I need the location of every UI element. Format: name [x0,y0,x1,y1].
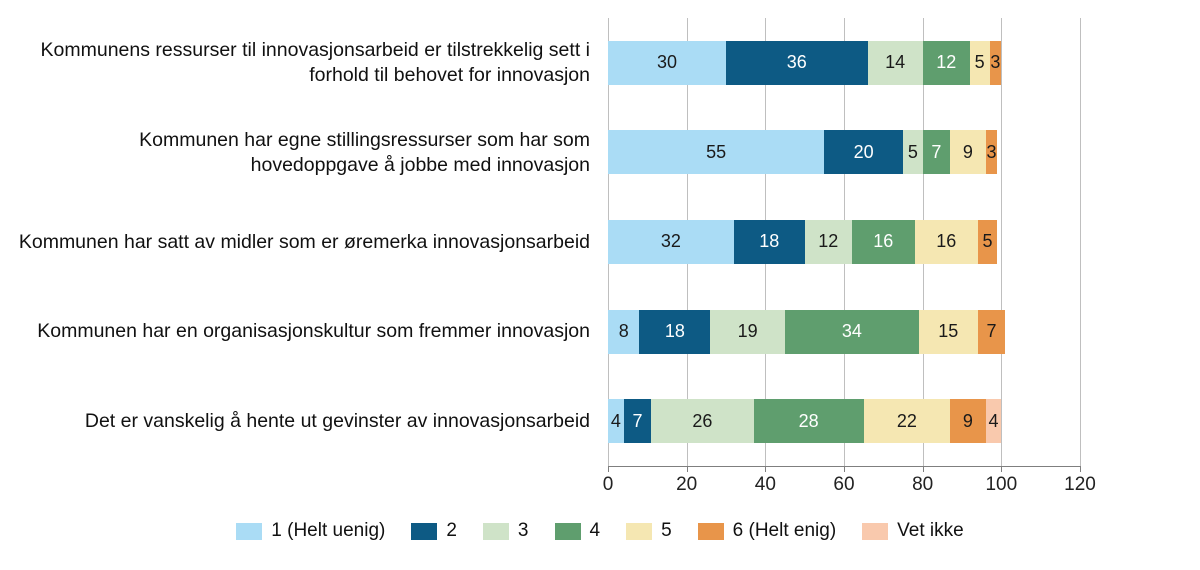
legend-item[interactable] [236,520,385,542]
bar-segment [805,220,852,264]
legend-swatch [483,523,509,540]
bar-segment [639,310,710,354]
bar-value-label: 26 [692,410,713,431]
bar-segment [915,220,978,264]
bar-value-label: 12 [936,52,957,73]
bar-value-label: 5 [974,52,985,73]
bar-segment [785,310,919,354]
bar-value-label: 4 [610,410,621,431]
legend-label: 5 [661,520,672,541]
bar-value-label: 34 [841,321,862,342]
stacked-bar [608,310,1080,354]
bar-value-label: 18 [759,231,780,252]
chart-row [0,108,1200,198]
bar-segment [608,41,726,85]
bar-segment [608,399,624,443]
category-label: Det er vanskelig å hente ut gevinster av innovasjonsarbeid [84,409,590,432]
bar-segment [608,310,639,354]
bar-segment [923,130,951,174]
legend-swatch [411,523,437,540]
legend-item[interactable] [555,520,601,542]
bar-segment [726,41,868,85]
legend-label: Vet ikke [897,520,964,541]
legend-swatch [862,523,888,540]
x-axis-tick [765,466,766,472]
x-axis-tick-label: 40 [754,474,776,495]
bar-value-label: 7 [986,321,997,342]
legend-item[interactable] [862,520,964,542]
stacked-bar [608,220,1080,264]
legend-label: 6 (Helt enig) [732,520,837,541]
legend-label: 2 [446,520,457,541]
stacked-bar [608,41,1080,85]
legend-swatch [555,523,581,540]
bar-segment [903,130,923,174]
bar-segment [986,130,998,174]
legend-label: 4 [589,520,601,541]
bar-segment [978,310,1006,354]
bar-value-label: 22 [896,410,917,431]
legend-swatch [236,523,262,540]
bar-segment [608,220,734,264]
chart-row [0,18,1200,108]
chart-row [0,197,1200,287]
bar-value-label: 5 [982,231,993,252]
x-axis-tick-label: 120 [1064,474,1096,495]
bar-segment [919,310,978,354]
bar-segment [754,399,864,443]
bar-value-label: 20 [853,141,874,162]
bar-value-label: 55 [706,141,727,162]
chart-row [0,287,1200,377]
x-axis-tick-label: 80 [912,474,934,495]
bar-value-label: 30 [656,52,678,73]
x-axis-tick [923,466,924,472]
x-axis-tick [1080,466,1081,472]
bar-segment [990,41,1002,85]
chart-row [0,376,1200,466]
x-axis-tick [1001,466,1002,472]
bar-value-label: 16 [936,231,957,252]
bar-value-label: 3 [990,52,1001,73]
bar-value-label: 4 [988,410,999,431]
bar-segment [624,399,652,443]
bar-value-label: 9 [962,141,973,162]
legend-item[interactable] [626,520,672,542]
bar-segment [950,399,985,443]
category-label: Kommunens ressurser til innovasjonsarbeid er tilstrekkelig sett i forhold til behovet for innovasjon [40,39,590,86]
bar-value-label: 15 [938,321,959,342]
stacked-bar [608,130,1080,174]
bar-value-label: 7 [931,141,942,162]
category-label: Kommunen har satt av midler som er øremerka innovasjonsarbeid [18,230,590,253]
x-axis-tick-label: 20 [676,474,698,495]
bar-segment [710,310,785,354]
bar-segment [734,220,805,264]
bar-value-label: 3 [986,141,997,162]
legend-item[interactable] [411,520,457,542]
legend-swatch [626,523,652,540]
category-label: Kommunen har en organisasjonskultur som fremmer innovasjon [37,320,590,343]
bar-value-label: 19 [737,321,758,342]
bar-value-label: 18 [664,321,685,342]
legend-item[interactable] [483,520,529,542]
bar-segment [608,130,824,174]
x-axis-tick-label: 100 [985,474,1018,495]
legend-label: 1 (Helt uenig) [271,520,386,541]
bar-value-label: 5 [907,141,918,162]
bar-value-label: 14 [885,52,906,73]
bar-value-label: 7 [632,410,643,431]
bar-value-label: 12 [818,231,839,252]
bar-segment [986,399,1002,443]
bar-segment [970,41,990,85]
legend-item[interactable] [698,520,837,542]
x-axis-tick-label: 0 [602,474,614,495]
bar-segment [923,41,970,85]
stacked-bar [608,399,1080,443]
bar-segment [864,399,951,443]
legend-swatch [698,523,724,540]
bar-value-label: 32 [660,231,681,252]
bar-value-label: 8 [618,321,629,342]
bar-value-label: 9 [962,410,973,431]
category-label: Kommunen har egne stillingsressurser som har som hovedoppgave å jobbe med innovasjon [139,128,590,176]
bar-segment [651,399,753,443]
x-axis-tick [608,466,609,472]
bar-segment [950,130,985,174]
bar-segment [824,130,903,174]
legend-label: 3 [517,520,529,541]
bar-value-label: 36 [786,52,807,73]
bar-value-label: 28 [798,410,819,431]
bar-value-label: 16 [873,231,894,252]
x-axis-tick [687,466,688,472]
bar-segment [852,220,915,264]
x-axis-tick-label: 60 [833,474,855,495]
x-axis-tick [844,466,845,472]
bar-segment [978,220,998,264]
bar-segment [868,41,923,85]
chart-legend [0,520,1200,542]
